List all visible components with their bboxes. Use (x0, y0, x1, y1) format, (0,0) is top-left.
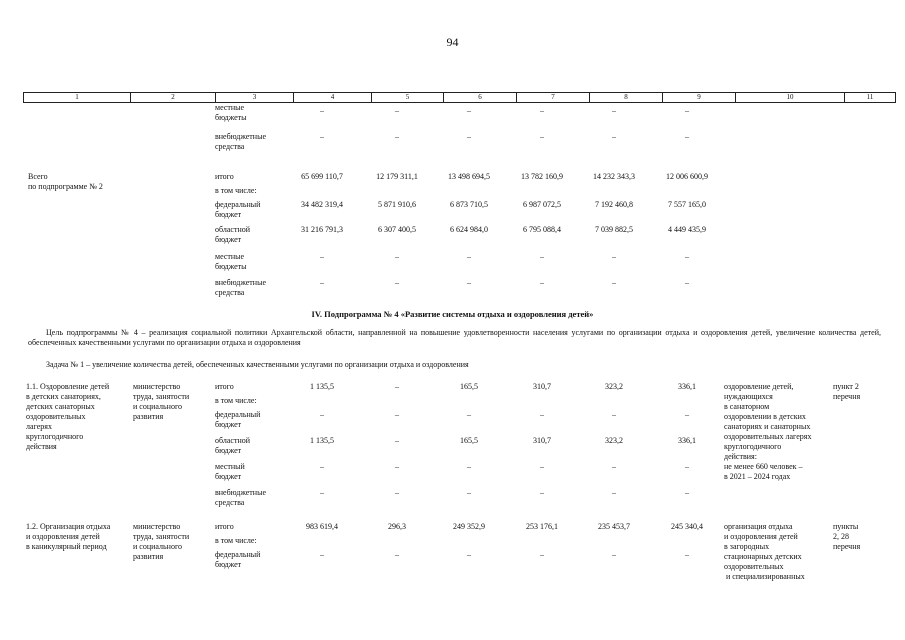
row-label: федеральный бюджет (215, 200, 261, 219)
value-cell: – (320, 132, 324, 141)
task-paragraph: Задача № 1 – увеличение количества детей, обеспеченных качественными услугами по организации отдыха и оздоровления (46, 360, 469, 369)
col-header-8: 8 (590, 93, 663, 102)
table-header-row (23, 92, 896, 103)
value-cell: – (685, 462, 689, 471)
value-cell: 165,5 (460, 382, 478, 391)
col-header-2: 2 (131, 93, 216, 102)
row-label: внебюджетные средства (215, 278, 266, 297)
row-label: областной бюджет (215, 225, 251, 244)
item-result: оздоровление детей, нуждающихся в санаторном оздоровлении в детских санаториях и санаторных оздоровительных лагерях круглогодичного действия: не менее 660 человек – в 2021 – 2024 годах (724, 382, 812, 481)
value-cell: 6 624 984,0 (450, 225, 488, 234)
col-header-1: 1 (24, 93, 131, 102)
item-executor: министерство труда, занятости и социального развития (133, 522, 190, 561)
value-cell: – (612, 132, 616, 141)
item-result: организация отдыха и оздоровления детей в загородных стационарных детских оздоровительных и специализированных (724, 522, 805, 581)
item-executor: министерство труда, занятости и социального развития (133, 382, 190, 421)
value-cell: – (612, 278, 616, 287)
col-header-11: 11 (866, 93, 874, 101)
value-cell: – (612, 462, 616, 471)
value-cell: – (685, 550, 689, 559)
value-cell: – (540, 488, 544, 497)
value-cell: – (540, 106, 544, 115)
value-cell: – (395, 382, 399, 391)
value-cell: – (395, 436, 399, 445)
value-cell: – (612, 488, 616, 497)
value-cell: – (320, 410, 324, 419)
value-cell: – (320, 278, 324, 287)
value-cell: 249 352,9 (453, 522, 485, 531)
value-cell: 65 699 110,7 (301, 172, 343, 181)
value-cell: – (395, 278, 399, 287)
value-cell: – (467, 106, 471, 115)
row-label: итого (215, 522, 234, 531)
value-cell: 6 987 072,5 (523, 200, 561, 209)
value-cell: – (685, 106, 689, 115)
value-cell: – (320, 462, 324, 471)
col-header-6: 6 (444, 93, 517, 102)
row-label: местный бюджет (215, 462, 245, 481)
value-cell: 12 006 600,9 (666, 172, 708, 181)
item-reference: пункты 2, 28 перечня (833, 522, 861, 551)
value-cell: 1 135,5 (310, 382, 334, 391)
value-cell: – (540, 410, 544, 419)
value-cell: – (395, 462, 399, 471)
row-label: в том числе: (215, 396, 257, 405)
col-header-5: 5 (372, 93, 444, 102)
value-cell: – (395, 550, 399, 559)
value-cell: – (467, 550, 471, 559)
row-label: местные бюджеты (215, 103, 247, 122)
value-cell: – (320, 252, 324, 261)
value-cell: 13 498 694,5 (448, 172, 490, 181)
value-cell: – (685, 132, 689, 141)
value-cell: – (467, 278, 471, 287)
value-cell: – (320, 488, 324, 497)
value-cell: – (320, 106, 324, 115)
value-cell: – (467, 132, 471, 141)
row-label: в том числе: (215, 536, 257, 545)
value-cell: 6 307 400,5 (378, 225, 416, 234)
col-header-3: 3 (216, 93, 294, 102)
col-header-7: 7 (517, 93, 590, 102)
value-cell: – (612, 410, 616, 419)
value-cell: – (540, 462, 544, 471)
value-cell: 336,1 (678, 382, 696, 391)
value-cell: – (467, 462, 471, 471)
row-label: в том числе: (215, 186, 257, 195)
value-cell: 323,2 (605, 382, 623, 391)
row-label: областной бюджет (215, 436, 251, 455)
value-cell: – (685, 252, 689, 261)
goal-paragraph: Цель подпрограммы № 4 – реализация социальной политики Архангельской области, направленной на повышение удовлетворенности населения услугами по организации отдыха и оздоровления детей, увеличение количества детей, обеспеченных качественными услугами по организации отдыха и оздоровления (28, 328, 881, 347)
value-cell: 1 135,5 (310, 436, 334, 445)
value-cell: – (685, 488, 689, 497)
value-cell: – (685, 278, 689, 287)
value-cell: 14 232 343,3 (593, 172, 635, 181)
section-title: IV. Подпрограмма № 4 «Развитие системы отдыха и оздоровления детей» (311, 309, 594, 319)
value-cell: 6 873 710,5 (450, 200, 488, 209)
row-label: федеральный бюджет (215, 410, 261, 429)
value-cell: – (540, 252, 544, 261)
value-cell: 310,7 (533, 382, 551, 391)
value-cell: – (612, 550, 616, 559)
value-cell: 7 192 460,8 (595, 200, 633, 209)
col-header-4: 4 (294, 93, 372, 102)
value-cell: 323,2 (605, 436, 623, 445)
value-cell: 5 871 910,6 (378, 200, 416, 209)
value-cell: – (685, 410, 689, 419)
value-cell: – (467, 252, 471, 261)
value-cell: – (540, 550, 544, 559)
item-reference: пункт 2 перечня (833, 382, 861, 401)
value-cell: 4 449 435,9 (668, 225, 706, 234)
value-cell: – (467, 488, 471, 497)
value-cell: 6 795 088,4 (523, 225, 561, 234)
value-cell: 7 039 882,5 (595, 225, 633, 234)
row-label: внебюджетные средства (215, 488, 266, 507)
value-cell: 13 782 160,9 (521, 172, 563, 181)
value-cell: 31 216 791,3 (301, 225, 343, 234)
value-cell: – (395, 488, 399, 497)
item-name: 1.1. Оздоровление детей в детских санаториях, детских санаторных оздоровительных лагерях круглогодичного действия (26, 382, 110, 451)
row-label: итого (215, 382, 234, 391)
value-cell: 310,7 (533, 436, 551, 445)
col-header-9: 9 (663, 93, 736, 102)
value-cell: – (395, 132, 399, 141)
col-header-10: 10 (736, 93, 845, 102)
row-label: итого (215, 172, 234, 181)
page-number: 94 (446, 35, 459, 49)
value-cell: – (320, 550, 324, 559)
row-label: местные бюджеты (215, 252, 247, 271)
value-cell: 165,5 (460, 436, 478, 445)
value-cell: – (540, 132, 544, 141)
value-cell: 245 340,4 (671, 522, 703, 531)
value-cell: – (395, 252, 399, 261)
total-title: Всего по подпрограмме № 2 (28, 172, 103, 191)
value-cell: 983 619,4 (306, 522, 338, 531)
value-cell: – (612, 252, 616, 261)
row-label: федеральный бюджет (215, 550, 261, 569)
item-name: 1.2. Организация отдыха и оздоровления детей в каникулярный период (26, 522, 111, 551)
value-cell: 34 482 319,4 (301, 200, 343, 209)
value-cell: 235 453,7 (598, 522, 630, 531)
value-cell: 336,1 (678, 436, 696, 445)
value-cell: 7 557 165,0 (668, 200, 706, 209)
value-cell: – (467, 410, 471, 419)
value-cell: – (540, 278, 544, 287)
value-cell: 296,3 (388, 522, 406, 531)
row-label: внебюджетные средства (215, 132, 266, 151)
value-cell: – (612, 106, 616, 115)
value-cell: 12 179 311,1 (376, 172, 418, 181)
value-cell: 253 176,1 (526, 522, 558, 531)
value-cell: – (395, 410, 399, 419)
value-cell: – (395, 106, 399, 115)
